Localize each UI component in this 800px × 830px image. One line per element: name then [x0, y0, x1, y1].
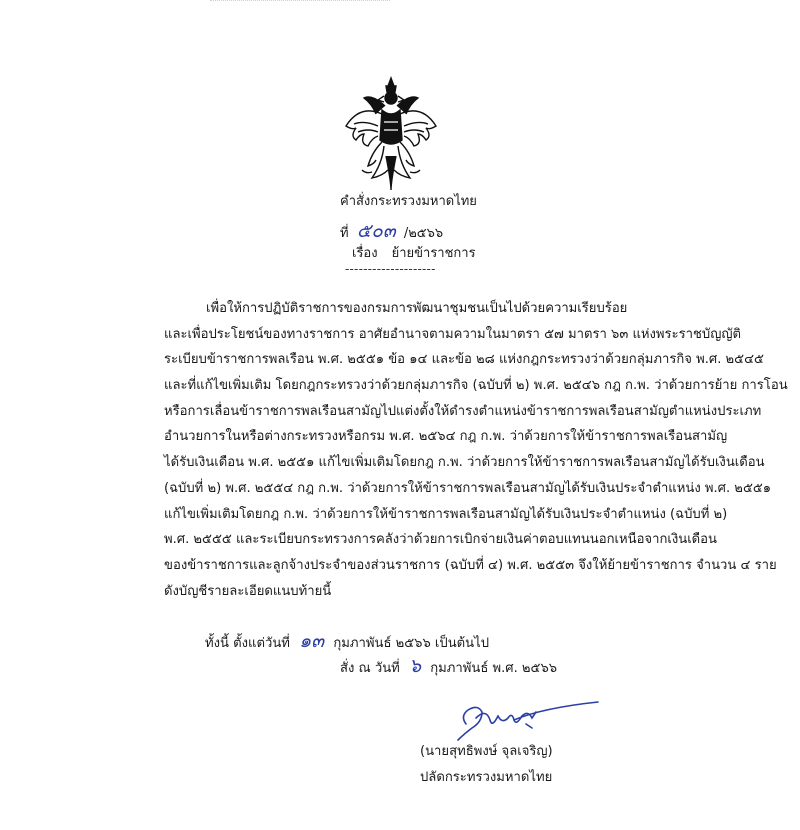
given-prefix: สั่ง ณ วันที่ [340, 661, 400, 676]
effective-suffix: กุมภาพันธ์ ๒๕๖๖ เป็นต้นไป [333, 636, 490, 651]
handwritten-signature-icon [452, 694, 602, 742]
effective-day-handwritten: ๑๓ [299, 630, 325, 652]
body-line: และเพื่อประโยชน์ของทางราชการ อาศัยอำนาจตามความในมาตรา ๕๗ มาตรา ๖๓ แห่งพระราชบัญญัติ [164, 326, 742, 342]
order-title: คำสั่งกระทรวงมหาดไทย [340, 194, 477, 209]
body-line: และที่แก้ไขเพิ่มเติม โดยกฎกระทรวงว่าด้วยกลุ่มภารกิจ (ฉบับที่ ๒) พ.ศ. ๒๕๔๖ กฎ ก.พ. ว่าด้วยการย้าย การโอน [164, 378, 788, 394]
body-line: ได้รับเงินเดือน พ.ศ. ๒๕๕๑ แก้ไขเพิ่มเติมโดยกฎ ก.พ. ว่าด้วยการให้ข้าราชการพลเรือนสามัญได้รับเงินเดือน [164, 455, 765, 471]
body-line: (ฉบับที่ ๒) พ.ศ. ๒๕๕๔ กฎ ก.พ. ว่าด้วยการให้ข้าราชการพลเรือนสามัญได้รับเงินประจำตำแหน่ง พ.ศ. ๒๕๕๑ [164, 480, 772, 496]
given-suffix: กุมภาพันธ์ พ.ศ. ๒๕๖๖ [430, 661, 558, 676]
effective-prefix: ทั้งนี้ ตั้งแต่วันที่ [205, 636, 290, 651]
subject-label: เรื่อง [352, 246, 378, 261]
subject-text: ย้ายข้าราชการ [391, 246, 476, 261]
order-number-prefix: ที่ [340, 226, 349, 241]
body-line: ของข้าราชการและลูกจ้างประจำของส่วนราชการ (ฉบับที่ ๔) พ.ศ. ๒๕๕๓ จึงให้ย้ายข้าราชการ จำนวน ๔ ราย [164, 557, 777, 573]
given-date [340, 651, 557, 681]
order-number-handwritten: ๕๐๓ [356, 220, 396, 242]
body-line: ดังบัญชีรายละเอียดแนบท้ายนี้ [164, 583, 332, 599]
scan-artifact [210, 0, 390, 5]
garuda-emblem-icon [342, 74, 440, 192]
order-subject [352, 242, 476, 263]
signer-name: (นายสุทธิพงษ์ จุลเจริญ) [420, 744, 553, 759]
order-number-suffix: /๒๕๖๖ [403, 226, 444, 241]
body-line: อำนวยการในหรือต่างกระทรวงหรือกรม พ.ศ. ๒๕๖๔ กฎ ก.พ. ว่าด้วยการให้ข้าราชการพลเรือนสามัญ [164, 429, 728, 445]
signer-title: ปลัดกระทรวงมหาดไทย [420, 770, 553, 785]
body-line: ระเบียบข้าราชการพลเรือน พ.ศ. ๒๕๕๑ ข้อ ๑๔ และข้อ ๒๘ แห่งกฎกระทรวงว่าด้วยกลุ่มภารกิจ พ.ศ. ๒๕๔๕ [164, 352, 764, 368]
given-day-handwritten: ๖ [408, 655, 422, 677]
body-line: พ.ศ. ๒๕๕๕ และระเบียบกระทรวงการคลังว่าด้วยการเบิกจ่ายเงินค่าตอบแทนนอกเหนือจากเงินเดือน [164, 532, 717, 548]
order-body [164, 296, 794, 604]
separator-rule: -------------------- [345, 262, 436, 276]
body-line: แก้ไขเพิ่มเติมโดยกฎ ก.พ. ว่าด้วยการให้ข้าราชการพลเรือนสามัญได้รับเงินประจำตำแหน่ง (ฉบับที่ ๒) [164, 506, 728, 522]
body-line: หรือการเลื่อนข้าราชการพลเรือนสามัญไปแต่งตั้งให้ดำรงตำแหน่งข้าราชการพลเรือนสามัญตำแหน่งประเภท [164, 403, 762, 419]
body-line: เพื่อให้การปฏิบัติราชการของกรมการพัฒนาชุมชนเป็นไปด้วยความเรียบร้อย [206, 301, 628, 316]
